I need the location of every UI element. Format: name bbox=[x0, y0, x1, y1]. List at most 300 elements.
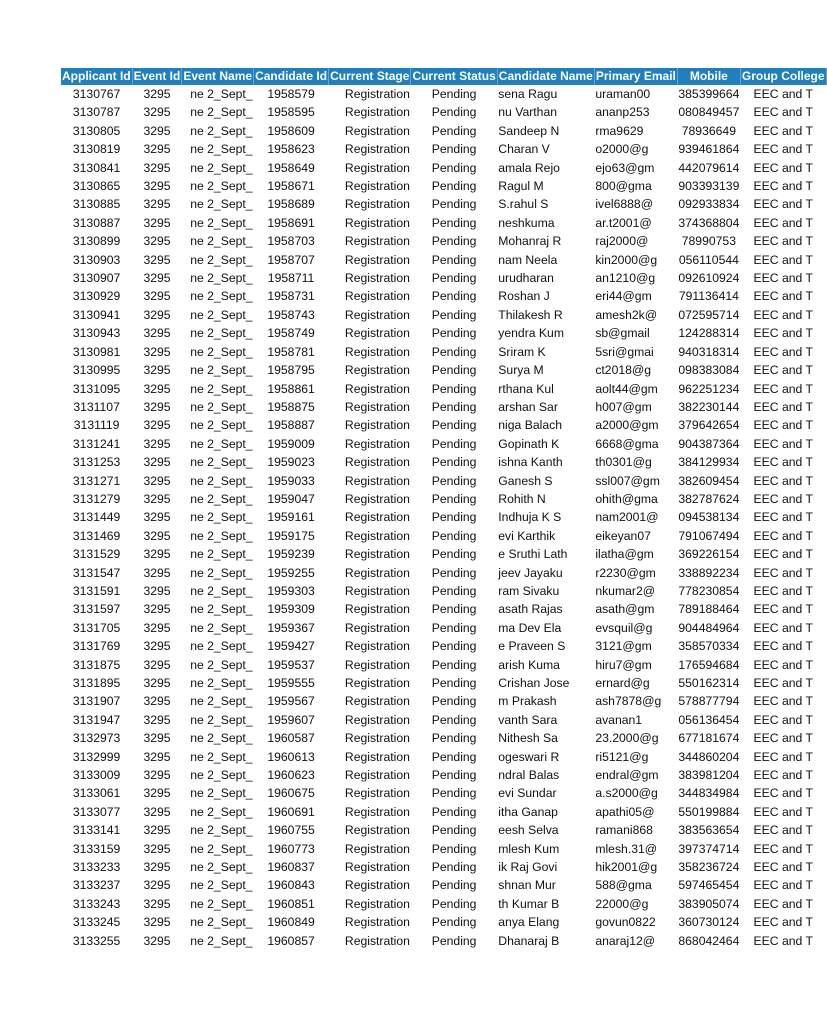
table-cell[interactable]: Pending bbox=[431, 860, 477, 875]
table-cell[interactable]: ne 2_Sept_ bbox=[190, 933, 253, 948]
table-cell[interactable]: 3295 bbox=[143, 234, 171, 249]
table-cell[interactable]: Registration bbox=[344, 860, 410, 875]
table-cell[interactable]: asath@gm bbox=[595, 602, 655, 617]
table-cell[interactable]: 3295 bbox=[143, 344, 171, 359]
table-cell[interactable]: h007@gm bbox=[595, 399, 652, 414]
table-cell[interactable]: 3131529 bbox=[72, 547, 121, 562]
table-cell[interactable]: EEC and T bbox=[753, 565, 813, 580]
table-cell[interactable]: amala Rejo bbox=[498, 160, 560, 175]
table-cell[interactable]: 1959023 bbox=[267, 455, 315, 470]
table-cell[interactable]: 3295 bbox=[143, 768, 171, 783]
column-header[interactable]: Applicant Id bbox=[62, 69, 131, 83]
table-cell[interactable]: Pending bbox=[431, 399, 477, 414]
table-cell[interactable]: 1959607 bbox=[267, 712, 315, 727]
table-cell[interactable]: asath Rajas bbox=[498, 602, 563, 617]
table-cell[interactable]: 382230144 bbox=[678, 399, 740, 414]
table-cell[interactable]: Gopinath K bbox=[498, 436, 560, 451]
table-cell[interactable]: vanth Sara bbox=[498, 712, 558, 727]
table-cell[interactable]: Registration bbox=[344, 252, 410, 267]
table-cell[interactable]: aolt44@gm bbox=[595, 381, 658, 396]
table-cell[interactable]: EEC and T bbox=[753, 878, 813, 893]
table-cell[interactable]: EEC and T bbox=[753, 142, 813, 157]
table-cell[interactable]: Sriram K bbox=[498, 344, 546, 359]
table-cell[interactable]: 338892234 bbox=[678, 565, 740, 580]
table-cell[interactable]: apathi05@ bbox=[595, 804, 655, 819]
table-cell[interactable]: ne 2_Sept_ bbox=[190, 197, 253, 212]
table-cell[interactable]: 1958623 bbox=[267, 142, 315, 157]
table-cell[interactable]: 3131705 bbox=[72, 620, 121, 635]
table-cell[interactable]: 1958781 bbox=[267, 344, 315, 359]
table-cell[interactable]: 1960755 bbox=[267, 823, 315, 838]
table-cell[interactable]: 3295 bbox=[143, 712, 171, 727]
table-cell[interactable]: 1960849 bbox=[267, 915, 315, 930]
table-cell[interactable]: 383981204 bbox=[678, 768, 740, 783]
table-cell[interactable]: ct2018@g bbox=[595, 363, 652, 378]
table-cell[interactable]: Pending bbox=[431, 528, 477, 543]
table-cell[interactable]: 344860204 bbox=[678, 749, 740, 764]
table-cell[interactable]: 072595714 bbox=[678, 307, 740, 322]
table-cell[interactable]: evsquil@g bbox=[595, 620, 653, 635]
table-cell[interactable]: EEC and T bbox=[753, 455, 813, 470]
table-cell[interactable]: Pending bbox=[431, 142, 477, 157]
table-cell[interactable]: Pending bbox=[431, 657, 477, 672]
table-cell[interactable]: ne 2_Sept_ bbox=[190, 160, 253, 175]
table-cell[interactable]: 550162314 bbox=[678, 676, 740, 690]
table-cell[interactable]: 778230854 bbox=[678, 583, 740, 598]
table-cell[interactable]: Registration bbox=[344, 583, 410, 598]
table-cell[interactable]: ne 2_Sept_ bbox=[190, 491, 253, 506]
table-cell[interactable]: ne 2_Sept_ bbox=[190, 878, 253, 893]
table-cell[interactable]: 1960851 bbox=[267, 896, 315, 911]
table-cell[interactable]: Registration bbox=[344, 896, 410, 911]
table-cell[interactable]: 3295 bbox=[143, 786, 171, 801]
table-cell[interactable]: ne 2_Sept_ bbox=[190, 252, 253, 267]
table-cell[interactable]: 3295 bbox=[143, 455, 171, 470]
table-cell[interactable]: Registration bbox=[344, 804, 410, 819]
table-cell[interactable]: EEC and T bbox=[753, 639, 813, 654]
table-cell[interactable]: Pending bbox=[431, 418, 477, 433]
table-cell[interactable]: th Kumar B bbox=[498, 896, 560, 911]
table-cell[interactable]: e Praveen S bbox=[498, 639, 566, 654]
table-cell[interactable]: 3130903 bbox=[72, 252, 121, 267]
table-cell[interactable]: ishna Kanth bbox=[498, 455, 563, 470]
table-cell[interactable]: rthana Kul bbox=[498, 381, 554, 396]
table-cell[interactable]: sb@gmail bbox=[595, 326, 650, 341]
table-cell[interactable]: 1958861 bbox=[267, 381, 315, 396]
table-cell[interactable]: sena Ragu bbox=[498, 87, 558, 101]
table-cell[interactable]: o2000@g bbox=[595, 142, 649, 157]
table-cell[interactable]: 3295 bbox=[143, 694, 171, 709]
table-cell[interactable]: 3131241 bbox=[72, 436, 121, 451]
table-cell[interactable]: ri5121@g bbox=[595, 749, 649, 764]
table-cell[interactable]: 3295 bbox=[143, 252, 171, 267]
table-cell[interactable]: arish Kuma bbox=[498, 657, 560, 672]
table-cell[interactable]: ne 2_Sept_ bbox=[190, 215, 253, 230]
table-cell[interactable]: Pending bbox=[431, 749, 477, 764]
table-cell[interactable]: 1958875 bbox=[267, 399, 315, 414]
table-cell[interactable]: 1960843 bbox=[267, 878, 315, 893]
table-cell[interactable]: ne 2_Sept_ bbox=[190, 565, 253, 580]
table-cell[interactable]: m Prakash bbox=[498, 694, 557, 709]
table-cell[interactable]: Pending bbox=[431, 565, 477, 580]
table-cell[interactable]: ananp253 bbox=[595, 105, 650, 120]
table-cell[interactable]: 385399664 bbox=[678, 87, 740, 101]
table-cell[interactable]: EEC and T bbox=[753, 694, 813, 709]
table-cell[interactable]: 374368804 bbox=[678, 215, 740, 230]
table-cell[interactable]: 3295 bbox=[143, 105, 171, 120]
table-cell[interactable]: 369226154 bbox=[678, 547, 740, 562]
table-cell[interactable]: ohith@gma bbox=[595, 491, 658, 506]
table-cell[interactable]: EEC and T bbox=[753, 252, 813, 267]
table-cell[interactable]: 5sri@gmai bbox=[595, 344, 654, 359]
table-cell[interactable]: evi Sundar bbox=[498, 786, 557, 801]
table-cell[interactable]: eikeyan07 bbox=[595, 528, 651, 543]
table-cell[interactable]: 3295 bbox=[143, 565, 171, 580]
table-cell[interactable]: 789188464 bbox=[678, 602, 740, 617]
table-cell[interactable]: ne 2_Sept_ bbox=[190, 123, 253, 138]
table-cell[interactable]: 1958691 bbox=[267, 215, 315, 230]
table-cell[interactable]: Registration bbox=[344, 399, 410, 414]
table-cell[interactable]: 3295 bbox=[143, 620, 171, 635]
table-cell[interactable]: 092933834 bbox=[678, 197, 740, 212]
table-cell[interactable]: EEC and T bbox=[753, 234, 813, 249]
table-cell[interactable]: Registration bbox=[344, 436, 410, 451]
table-cell[interactable]: Registration bbox=[344, 160, 410, 175]
table-cell[interactable]: 3295 bbox=[143, 841, 171, 856]
table-cell[interactable]: avanan1 bbox=[595, 712, 643, 727]
table-cell[interactable]: 1958795 bbox=[267, 363, 315, 378]
table-cell[interactable]: ne 2_Sept_ bbox=[190, 363, 253, 378]
table-cell[interactable]: Registration bbox=[344, 326, 410, 341]
table-cell[interactable]: 1958579 bbox=[267, 87, 315, 101]
table-cell[interactable]: 1958707 bbox=[267, 252, 315, 267]
table-cell[interactable]: 597465454 bbox=[678, 878, 740, 893]
table-cell[interactable]: Pending bbox=[431, 823, 477, 838]
table-cell[interactable]: 3295 bbox=[143, 749, 171, 764]
table-cell[interactable]: 904484964 bbox=[678, 620, 740, 635]
table-cell[interactable]: Registration bbox=[344, 712, 410, 727]
table-cell[interactable]: EEC and T bbox=[753, 418, 813, 433]
table-cell[interactable]: ssl007@gm bbox=[595, 473, 660, 488]
table-cell[interactable]: Pending bbox=[431, 878, 477, 893]
table-cell[interactable]: Registration bbox=[344, 234, 410, 249]
table-cell[interactable]: Pending bbox=[431, 326, 477, 341]
table-cell[interactable]: ivel6888@ bbox=[595, 197, 654, 212]
table-cell[interactable]: 3130907 bbox=[72, 271, 121, 286]
table-cell[interactable]: Pending bbox=[431, 896, 477, 911]
table-cell[interactable]: Registration bbox=[344, 455, 410, 470]
table-cell[interactable]: 588@gma bbox=[595, 878, 652, 893]
table-cell[interactable]: r2230@gm bbox=[595, 565, 656, 580]
table-cell[interactable]: Sandeep N bbox=[498, 123, 560, 138]
table-cell[interactable]: 3295 bbox=[143, 381, 171, 396]
table-cell[interactable]: 791067494 bbox=[678, 528, 740, 543]
table-cell[interactable]: a.s2000@g bbox=[595, 786, 658, 801]
table-cell[interactable]: ne 2_Sept_ bbox=[190, 657, 253, 672]
table-cell[interactable]: Crishan Jose bbox=[498, 676, 570, 690]
table-cell[interactable]: 383563654 bbox=[678, 823, 740, 838]
table-cell[interactable]: 939461864 bbox=[678, 142, 740, 157]
table-cell[interactable]: Pending bbox=[431, 123, 477, 138]
table-cell[interactable]: 3133255 bbox=[72, 933, 121, 948]
table-cell[interactable]: 3130943 bbox=[72, 326, 121, 341]
table-cell[interactable]: ne 2_Sept_ bbox=[190, 344, 253, 359]
table-cell[interactable]: hik2001@g bbox=[595, 860, 658, 875]
table-cell[interactable]: 3133245 bbox=[72, 915, 121, 930]
table-cell[interactable]: 3295 bbox=[143, 639, 171, 654]
table-cell[interactable]: Registration bbox=[344, 491, 410, 506]
table-cell[interactable]: ma Dev Ela bbox=[498, 620, 562, 635]
table-cell[interactable]: 1960837 bbox=[267, 860, 315, 875]
table-cell[interactable]: 3295 bbox=[143, 363, 171, 378]
table-cell[interactable]: kin2000@g bbox=[595, 252, 658, 267]
table-cell[interactable]: 3131547 bbox=[72, 565, 121, 580]
table-cell[interactable]: Registration bbox=[344, 731, 410, 746]
table-cell[interactable]: ne 2_Sept_ bbox=[190, 602, 253, 617]
table-cell[interactable]: 3130887 bbox=[72, 215, 121, 230]
table-cell[interactable]: Registration bbox=[344, 915, 410, 930]
table-cell[interactable]: Registration bbox=[344, 620, 410, 635]
table-cell[interactable]: EEC and T bbox=[753, 768, 813, 783]
table-cell[interactable]: 868042464 bbox=[678, 933, 740, 948]
table-cell[interactable]: EEC and T bbox=[753, 399, 813, 414]
table-cell[interactable]: shnan Mur bbox=[498, 878, 556, 893]
table-cell[interactable]: Registration bbox=[344, 289, 410, 304]
table-cell[interactable]: 3295 bbox=[143, 823, 171, 838]
table-cell[interactable]: 3131253 bbox=[72, 455, 121, 470]
table-cell[interactable]: 3131271 bbox=[72, 473, 121, 488]
table-cell[interactable]: Dhanaraj B bbox=[498, 933, 560, 948]
table-cell[interactable]: 3295 bbox=[143, 731, 171, 746]
table-cell[interactable]: ne 2_Sept_ bbox=[190, 786, 253, 801]
column-header[interactable]: Candidate Name bbox=[498, 69, 593, 83]
table-cell[interactable]: Pending bbox=[431, 491, 477, 506]
table-cell[interactable]: Pending bbox=[431, 252, 477, 267]
table-cell[interactable]: ne 2_Sept_ bbox=[190, 105, 253, 120]
table-cell[interactable]: Pending bbox=[431, 363, 477, 378]
table-cell[interactable]: ne 2_Sept_ bbox=[190, 768, 253, 783]
table-cell[interactable]: 3131875 bbox=[72, 657, 121, 672]
table-cell[interactable]: 3130995 bbox=[72, 363, 121, 378]
table-cell[interactable]: ne 2_Sept_ bbox=[190, 860, 253, 875]
table-cell[interactable]: ne 2_Sept_ bbox=[190, 823, 253, 838]
table-cell[interactable]: EEC and T bbox=[753, 749, 813, 764]
table-cell[interactable]: govun0822 bbox=[595, 915, 656, 930]
table-cell[interactable]: 397374714 bbox=[678, 841, 740, 856]
table-cell[interactable]: 3295 bbox=[143, 179, 171, 194]
table-cell[interactable]: 3295 bbox=[143, 510, 171, 525]
table-cell[interactable]: an1210@g bbox=[595, 271, 656, 286]
table-cell[interactable]: Registration bbox=[344, 878, 410, 893]
table-cell[interactable]: 1958609 bbox=[267, 123, 315, 138]
table-cell[interactable]: EEC and T bbox=[753, 841, 813, 856]
table-cell[interactable]: 1959009 bbox=[267, 436, 315, 451]
table-cell[interactable]: EEC and T bbox=[753, 271, 813, 286]
table-cell[interactable]: EEC and T bbox=[753, 786, 813, 801]
table-cell[interactable]: Pending bbox=[431, 455, 477, 470]
table-cell[interactable]: 3295 bbox=[143, 160, 171, 175]
table-cell[interactable]: 3295 bbox=[143, 860, 171, 875]
column-header[interactable]: Candidate Id bbox=[255, 69, 328, 83]
table-cell[interactable]: Pending bbox=[431, 271, 477, 286]
table-cell[interactable]: 1959367 bbox=[267, 620, 315, 635]
table-cell[interactable]: 3133009 bbox=[72, 768, 121, 783]
table-cell[interactable]: 3295 bbox=[143, 583, 171, 598]
table-cell[interactable]: Ganesh S bbox=[498, 473, 553, 488]
table-cell[interactable]: neshkuma bbox=[498, 215, 555, 230]
table-cell[interactable]: 3295 bbox=[143, 142, 171, 157]
table-cell[interactable]: 3295 bbox=[143, 473, 171, 488]
table-cell[interactable]: 176594684 bbox=[678, 657, 740, 672]
table-cell[interactable]: eesh Selva bbox=[498, 823, 559, 838]
table-cell[interactable]: EEC and T bbox=[753, 676, 813, 690]
table-cell[interactable]: Pending bbox=[431, 676, 477, 690]
table-cell[interactable]: 1959161 bbox=[267, 510, 315, 525]
table-cell[interactable]: Registration bbox=[344, 694, 410, 709]
table-cell[interactable]: 962251234 bbox=[678, 381, 740, 396]
table-cell[interactable]: ne 2_Sept_ bbox=[190, 510, 253, 525]
table-cell[interactable]: th0301@g bbox=[595, 455, 652, 470]
table-cell[interactable]: 124288314 bbox=[678, 326, 740, 341]
table-cell[interactable]: 3130885 bbox=[72, 197, 121, 212]
table-cell[interactable]: hiru7@gm bbox=[595, 657, 652, 672]
table-cell[interactable]: 1959555 bbox=[267, 676, 315, 690]
table-cell[interactable]: 3295 bbox=[143, 326, 171, 341]
column-header[interactable]: Current Status bbox=[412, 69, 496, 83]
table-cell[interactable]: 080849457 bbox=[678, 105, 740, 120]
table-cell[interactable]: Roshan J bbox=[498, 289, 550, 304]
table-cell[interactable]: ar.t2001@ bbox=[595, 215, 652, 230]
table-cell[interactable]: nam Neela bbox=[498, 252, 558, 267]
table-cell[interactable]: nkumar2@ bbox=[595, 583, 656, 598]
table-cell[interactable]: Pending bbox=[431, 602, 477, 617]
table-cell[interactable]: ne 2_Sept_ bbox=[190, 418, 253, 433]
table-cell[interactable]: EEC and T bbox=[753, 528, 813, 543]
table-cell[interactable]: Pending bbox=[431, 215, 477, 230]
table-cell[interactable]: endral@gm bbox=[595, 768, 659, 783]
table-cell[interactable]: EEC and T bbox=[753, 123, 813, 138]
table-cell[interactable]: EEC and T bbox=[753, 344, 813, 359]
table-cell[interactable]: 3295 bbox=[143, 87, 171, 101]
table-cell[interactable]: ne 2_Sept_ bbox=[190, 896, 253, 911]
table-cell[interactable]: 3131449 bbox=[72, 510, 121, 525]
table-cell[interactable]: 383905074 bbox=[678, 896, 740, 911]
table-cell[interactable]: EEC and T bbox=[753, 547, 813, 562]
table-cell[interactable]: Pending bbox=[431, 915, 477, 930]
table-cell[interactable]: 1960857 bbox=[267, 933, 315, 948]
table-cell[interactable]: 3130805 bbox=[72, 123, 121, 138]
table-cell[interactable]: ne 2_Sept_ bbox=[190, 915, 253, 930]
table-cell[interactable]: 3295 bbox=[143, 933, 171, 948]
table-cell[interactable]: arshan Sar bbox=[498, 399, 558, 414]
table-cell[interactable]: ne 2_Sept_ bbox=[190, 399, 253, 414]
table-cell[interactable]: 6668@gma bbox=[595, 436, 659, 451]
table-cell[interactable]: 3130767 bbox=[72, 87, 121, 101]
table-cell[interactable]: Pending bbox=[431, 510, 477, 525]
column-header[interactable]: Event Name bbox=[183, 69, 253, 83]
table-cell[interactable]: 3132999 bbox=[72, 749, 121, 764]
table-cell[interactable]: yendra Kum bbox=[498, 326, 564, 341]
table-cell[interactable]: 3131095 bbox=[72, 381, 121, 396]
table-cell[interactable]: 3131107 bbox=[73, 399, 120, 414]
table-cell[interactable]: Pending bbox=[431, 105, 477, 120]
table-cell[interactable]: 098383084 bbox=[678, 363, 740, 378]
table-cell[interactable]: 094538134 bbox=[678, 510, 740, 525]
table-cell[interactable]: 3130841 bbox=[72, 160, 121, 175]
table-cell[interactable]: 578877794 bbox=[678, 694, 740, 709]
table-cell[interactable]: Pending bbox=[431, 197, 477, 212]
table-cell[interactable]: Registration bbox=[344, 602, 410, 617]
table-cell[interactable]: 3130941 bbox=[72, 307, 121, 322]
table-cell[interactable]: 379642654 bbox=[678, 418, 740, 433]
table-cell[interactable]: EEC and T bbox=[753, 105, 813, 120]
table-cell[interactable]: e Sruthi Lath bbox=[498, 547, 568, 562]
table-cell[interactable]: 1959175 bbox=[267, 528, 315, 543]
table-cell[interactable]: 1958743 bbox=[267, 307, 315, 322]
column-header[interactable]: Primary Email bbox=[595, 69, 676, 83]
table-cell[interactable]: 3131119 bbox=[73, 418, 120, 433]
table-cell[interactable]: Pending bbox=[431, 160, 477, 175]
table-cell[interactable]: Pending bbox=[431, 344, 477, 359]
table-cell[interactable]: Pending bbox=[431, 639, 477, 654]
table-cell[interactable]: 3295 bbox=[143, 528, 171, 543]
table-cell[interactable]: amesh2k@ bbox=[595, 307, 658, 322]
table-cell[interactable]: 3133061 bbox=[72, 786, 121, 801]
table-cell[interactable]: 3131469 bbox=[72, 528, 121, 543]
table-cell[interactable]: EEC and T bbox=[753, 197, 813, 212]
table-cell[interactable]: ne 2_Sept_ bbox=[190, 473, 253, 488]
table-cell[interactable]: 1959309 bbox=[267, 602, 315, 617]
table-cell[interactable]: ogeswari R bbox=[498, 749, 560, 764]
table-cell[interactable]: Registration bbox=[344, 271, 410, 286]
table-cell[interactable]: Pending bbox=[431, 381, 477, 396]
table-cell[interactable]: Registration bbox=[344, 179, 410, 194]
table-cell[interactable]: 1958887 bbox=[267, 418, 315, 433]
table-cell[interactable]: 358570334 bbox=[678, 639, 740, 654]
table-cell[interactable]: 3131279 bbox=[72, 491, 121, 506]
table-cell[interactable]: EEC and T bbox=[753, 326, 813, 341]
table-cell[interactable]: 791136414 bbox=[678, 289, 739, 304]
table-cell[interactable]: EEC and T bbox=[753, 860, 813, 875]
table-cell[interactable]: 056110544 bbox=[678, 252, 739, 267]
table-cell[interactable]: Pending bbox=[431, 583, 477, 598]
table-cell[interactable]: Pending bbox=[431, 473, 477, 488]
table-cell[interactable]: Registration bbox=[344, 87, 410, 101]
table-cell[interactable]: evi Karthik bbox=[498, 528, 556, 543]
table-cell[interactable]: Registration bbox=[344, 786, 410, 801]
table-cell[interactable]: 3295 bbox=[143, 491, 171, 506]
table-cell[interactable]: a2000@gm bbox=[595, 418, 659, 433]
table-cell[interactable]: EEC and T bbox=[753, 87, 813, 101]
table-cell[interactable]: Rohith N bbox=[498, 491, 546, 506]
table-cell[interactable]: EEC and T bbox=[753, 583, 813, 598]
table-cell[interactable]: Registration bbox=[344, 473, 410, 488]
table-cell[interactable]: 677181674 bbox=[678, 731, 740, 746]
table-cell[interactable]: 3131895 bbox=[72, 676, 121, 690]
table-cell[interactable]: Surya M bbox=[498, 363, 544, 378]
table-cell[interactable]: 3130981 bbox=[72, 344, 121, 359]
table-cell[interactable]: 3295 bbox=[143, 896, 171, 911]
table-cell[interactable]: Registration bbox=[344, 418, 410, 433]
table-cell[interactable]: 3130787 bbox=[72, 105, 121, 120]
table-cell[interactable]: ne 2_Sept_ bbox=[190, 528, 253, 543]
table-cell[interactable]: ilatha@gm bbox=[595, 547, 654, 562]
table-cell[interactable]: 904387364 bbox=[678, 436, 740, 451]
table-cell[interactable]: rma9629 bbox=[595, 123, 644, 138]
table-cell[interactable]: Pending bbox=[431, 289, 477, 304]
table-cell[interactable]: eri44@gm bbox=[595, 289, 652, 304]
table-cell[interactable]: ash7878@g bbox=[595, 694, 662, 709]
